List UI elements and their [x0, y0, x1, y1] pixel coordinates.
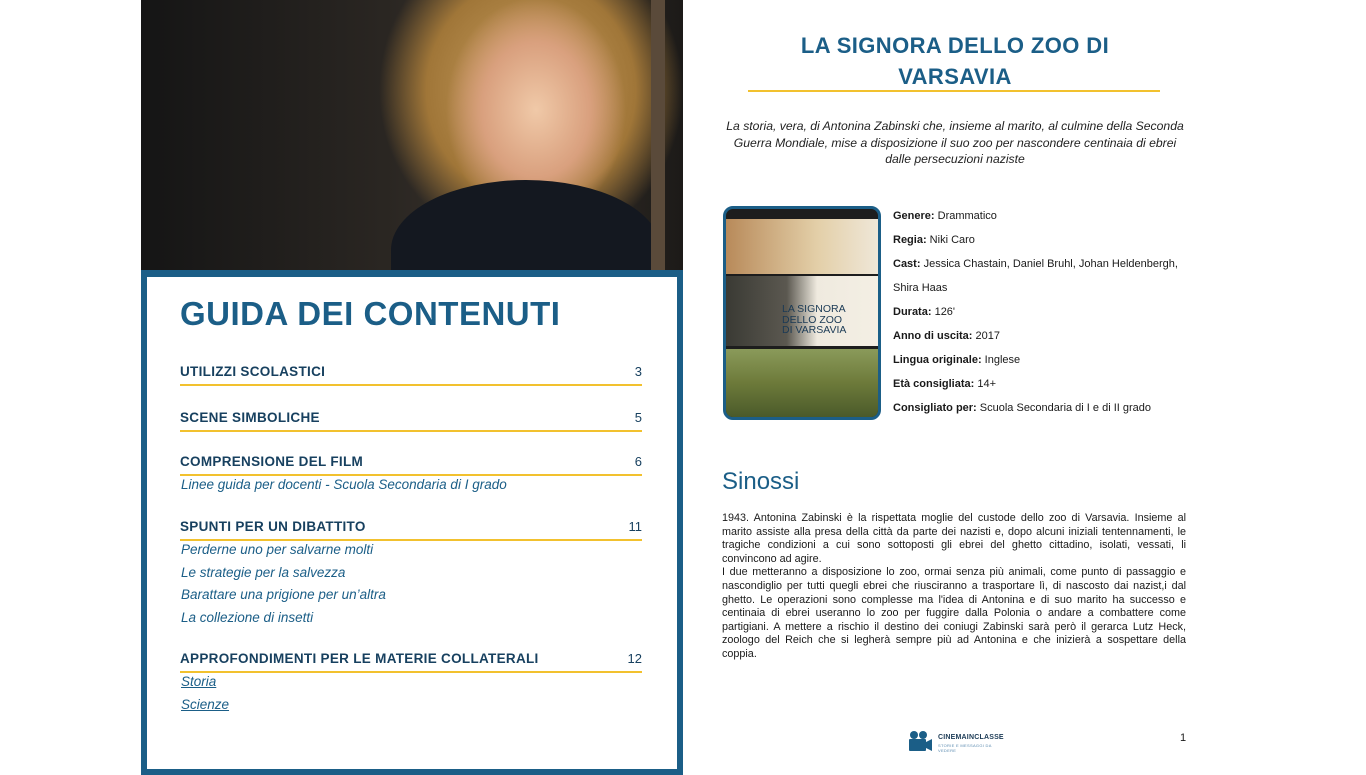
synopsis-heading: Sinossi [722, 468, 800, 495]
cinemainclasse-logo [908, 728, 1008, 756]
synopsis-paragraph: 1943. Antonina Zabinski è la rispettata moglie del custode dello zoo di Varsavia. Insieme al marito assiste alla presa della città da parte dei nazisti e, dopo alcuni iniziali tentennamenti, le tragiche condizioni a cui sono sottoposti gli ebrei del ghetto cittadino, isolati, vessati, li convincono ad agire. [722, 512, 1186, 565]
info-value: Scuola Secondaria di I e di II grado [976, 402, 1152, 414]
toc-sub-collezione[interactable]: La collezione di insetti [181, 610, 314, 625]
synopsis-paragraph: I due metteranno a disposizione lo zoo, ormai senza più animali, come punto di passaggio e nascondiglio per tutti quegli ebrei che riusciranno a trasportare lì, di nascosto dai nazist,i dal ghetto. Le operazioni sono complesse ma l'idea di Antonina e di suo marito ha successo e centinaia di ebrei useranno lo zoo per fuggire dalla Polonia o andare a combattere come partigiani. A mettere a rischio il destino dei coniugi Zabinski sarà però il gerarca Lutz Heck, zoologo del Reich che si legherà sempre più ad Antonina e che inizierà a sospettare della coppia. [722, 566, 1186, 660]
info-key: Anno di uscita: [893, 330, 973, 342]
toc-entry-utilizzi[interactable] [180, 364, 642, 386]
info-value: Shira Haas [893, 282, 948, 294]
toc-entry-spunti[interactable] [180, 519, 642, 541]
toc-entry-label: SPUNTI PER UN DIBATTITO [180, 519, 366, 534]
toc-entry-page: 12 [627, 651, 642, 666]
camera-icon [908, 730, 932, 752]
info-genere [893, 210, 997, 222]
toc-entry-page: 3 [634, 364, 642, 379]
poster-panel-top [726, 219, 878, 274]
info-cast [893, 258, 1178, 270]
toc-entry-label: APPROFONDIMENTI PER LE MATERIE COLLATERALI [180, 651, 539, 666]
toc-entry-label: COMPRENSIONE DEL FILM [180, 454, 364, 469]
toc-title: GUIDA DEI CONTENUTI [180, 295, 561, 332]
film-title-line2: VARSAVIA [898, 64, 1012, 89]
info-consigliato [893, 402, 1151, 414]
film-title-line1: LA SIGNORA DELLO ZOO DI [800, 33, 1110, 58]
info-key: Consigliato per: [893, 402, 977, 414]
toc-entry-scene[interactable] [180, 410, 642, 432]
info-key: Regia: [893, 234, 927, 246]
info-regia [893, 234, 975, 246]
toc-sub-scienze[interactable]: Scienze [181, 697, 230, 712]
photo-figure [391, 180, 661, 272]
toc-sub-barattare[interactable]: Barattare una prigione per un’altra [181, 587, 386, 602]
title-underline [748, 90, 1160, 92]
photo-pillar [651, 0, 665, 272]
info-key: Cast: [893, 258, 921, 270]
info-value: Inglese [981, 354, 1021, 366]
info-cast-cont [893, 282, 947, 294]
logo-subtitle: STORIE E MESSAGGI DA VEDERE [938, 743, 992, 753]
toc-box [141, 270, 683, 775]
info-anno [893, 330, 1000, 342]
left-column [141, 0, 683, 768]
info-key: Lingua originale: [893, 354, 982, 366]
poster-title-line2: DELLO ZOO [782, 313, 843, 326]
right-column [700, 0, 1220, 768]
toc-entry-page: 6 [634, 454, 642, 469]
info-value: 2017 [972, 330, 1000, 342]
info-durata [893, 306, 955, 318]
toc-sub-strategie[interactable]: Le strategie per la salvezza [181, 565, 346, 580]
poster-panel-bottom [726, 349, 878, 417]
toc-sub-perderne[interactable]: Perderne uno per salvarne molti [181, 542, 374, 557]
info-key: Durata: [893, 306, 932, 318]
page-number: 1 [1180, 732, 1187, 744]
cover-photo [141, 0, 683, 272]
toc-entry-label: UTILIZZI SCOLASTICI [180, 364, 326, 379]
toc-entry-approfondimenti[interactable] [180, 651, 642, 673]
info-value: Drammatico [934, 210, 997, 222]
film-poster [723, 206, 881, 420]
info-lingua [893, 354, 1020, 366]
toc-sub-linee-guida[interactable]: Linee guida per docenti - Scuola Secondaria di I grado [181, 477, 507, 492]
info-value: Jessica Chastain, Daniel Bruhl, Johan Heldenbergh, [920, 258, 1178, 270]
film-tagline: La storia, vera, di Antonina Zabinski che, insieme al marito, al culmine della Seconda Guerra Mondiale, mise a disposizione il suo zoo per nascondere centinaia di ebrei dalle persecuzioni naziste [726, 119, 1184, 166]
info-eta [893, 378, 996, 390]
poster-title [782, 304, 878, 336]
toc-entry-label: SCENE SIMBOLICHE [180, 410, 320, 425]
poster-title-line1: LA SIGNORA [782, 303, 846, 315]
info-value: 126' [931, 306, 956, 318]
synopsis-body [722, 512, 1186, 662]
info-key: Genere: [893, 210, 935, 222]
logo-name: CINEMAINCLASSE [938, 734, 1004, 741]
poster-title-line3: DI VARSAVIA [782, 324, 847, 336]
toc-entry-page: 11 [628, 519, 642, 534]
info-key: Età consigliata: [893, 378, 975, 390]
info-value: Niki Caro [926, 234, 975, 246]
toc-sub-storia[interactable]: Storia [181, 674, 217, 689]
info-value: 14+ [974, 378, 997, 390]
toc-entry-page: 5 [634, 410, 642, 425]
film-title [750, 30, 1160, 92]
toc-entry-comprensione[interactable] [180, 454, 642, 476]
